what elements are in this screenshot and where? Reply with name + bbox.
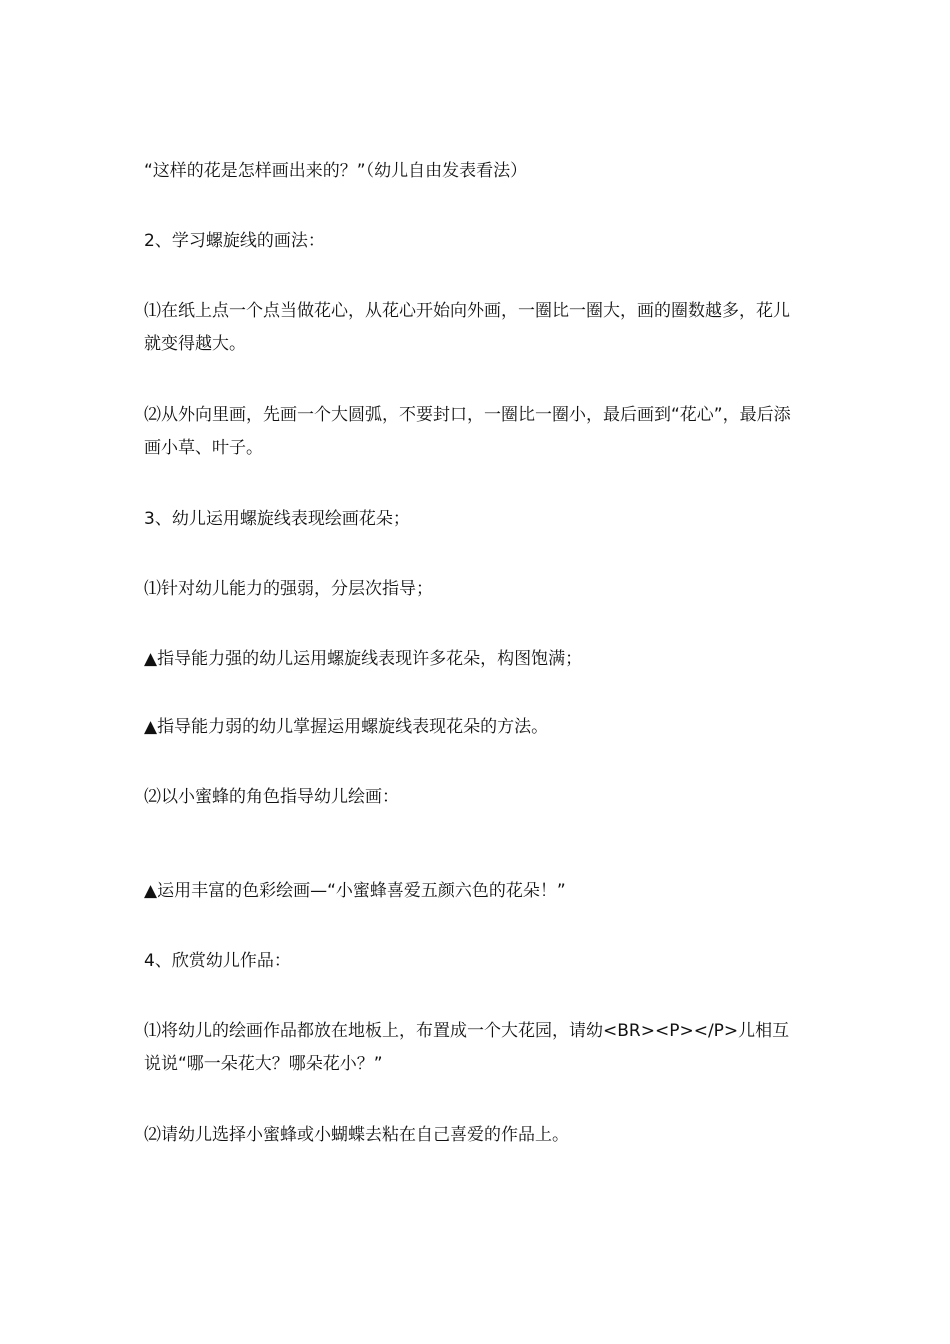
- paragraph-step-4-2: ⑵请幼儿选择小蜜蜂或小蝴蝶去粘在自己喜爱的作品上。: [144, 1125, 569, 1145]
- section-heading-4: 4、欣赏幼儿作品：: [144, 951, 291, 971]
- bullet-strong-ability: ▲指导能力强的幼儿运用螺旋线表现许多花朵，构图饱满；: [144, 649, 583, 669]
- section-heading-2: 2、学习螺旋线的画法：: [144, 231, 325, 251]
- paragraph-step-2-2: ⑵从外向里画，先画一个大圆弧，不要封口，一圈比一圈小，最后画到“花心”，最后添画小草、叶子。: [144, 405, 791, 458]
- bullet-rich-colors: ▲运用丰富的色彩绘画—“小蜜蜂喜爱五颜六色的花朵！”: [144, 881, 566, 901]
- paragraph-step-4-1: ⑴将幼儿的绘画作品都放在地板上，布置成一个大花园，请幼<BR><P></P>儿相互说说“哪一朵花大？哪朵花小？”: [144, 1021, 790, 1074]
- paragraph-intro-question: “这样的花是怎样画出来的？”（幼儿自由发表看法）: [144, 161, 528, 181]
- paragraph-step-3-2: ⑵以小蜜蜂的角色指导幼儿绘画：: [144, 787, 399, 807]
- bullet-weak-ability: ▲指导能力弱的幼儿掌握运用螺旋线表现花朵的方法。: [144, 717, 549, 737]
- section-heading-3: 3、幼儿运用螺旋线表现绘画花朵；: [144, 509, 410, 529]
- paragraph-step-2-1: ⑴在纸上点一个点当做花心，从花心开始向外画，一圈比一圈大，画的圈数越多，花儿就变得越大。: [144, 301, 790, 354]
- paragraph-step-3-1: ⑴针对幼儿能力的强弱，分层次指导；: [144, 579, 433, 599]
